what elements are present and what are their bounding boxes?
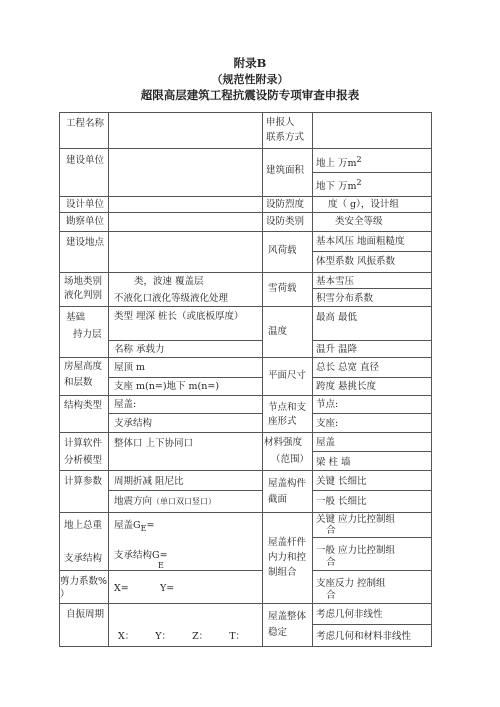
value-fortification-category: 类安全等级	[335, 216, 383, 227]
key-stress-ratio: 关键 应力比控制组	[316, 514, 396, 525]
label-temperature: 温度	[268, 326, 288, 337]
table-border-left	[59, 112, 60, 647]
value-foundation-type: 类型 埋深 桩长（或底板厚度）	[114, 311, 244, 322]
material-beam-column-wall: 梁 柱 墙	[316, 457, 351, 468]
wind-shape-factor: 体型系数 风振系数	[316, 256, 396, 267]
value-bearing-support: 支座:	[316, 418, 339, 429]
label-support-structure: 支承结构	[64, 553, 103, 564]
value-seismic-intensity: 度（ g），设计组	[328, 199, 399, 210]
snow-basic-pressure: 基本雪压	[316, 276, 355, 287]
column-divider	[108, 112, 109, 647]
label-surveyor: 勘察单位	[66, 216, 105, 227]
appendix-label: 附录B	[233, 56, 267, 70]
label-wind-load: 风荷载	[268, 245, 297, 256]
wind-basic-pressure: 基本风压 地面粗糙度	[316, 236, 405, 247]
row-divider	[312, 413, 431, 414]
label-material-range: （范围）	[271, 454, 310, 465]
row-divider	[59, 231, 431, 232]
label-analysis-model: 分析模型	[64, 455, 103, 466]
label-building-height: 房屋高度	[64, 361, 103, 372]
label-project-name: 工程名称	[66, 118, 105, 129]
value-support-structure: 支承结构	[114, 418, 153, 429]
row-divider	[108, 413, 262, 414]
value-site-class: 类，波速 覆盖层	[134, 276, 204, 287]
value-bearing-layer: 名称 承载力	[114, 344, 165, 355]
material-roof: 屋盖	[316, 437, 336, 448]
support-reaction-2: 合	[326, 590, 336, 601]
label-site-class: 场地类别	[64, 276, 103, 287]
label-building-area: 建筑面积	[266, 165, 305, 176]
value-liquefaction: 不液化口液化等级液化处理	[114, 293, 229, 304]
area-above-ground: 地上 万$m^2$	[316, 155, 362, 170]
row-divider	[108, 490, 262, 491]
label-builder: 建设单位	[66, 155, 105, 166]
label-contact: 联系方式	[266, 132, 305, 143]
label-calc-params: 计算参数	[64, 476, 103, 487]
label-floors: 和层数	[64, 377, 93, 388]
key-slenderness: 关键 长细比	[316, 476, 367, 487]
row-divider	[312, 537, 431, 538]
geometric-material-nonlinear: 考虑几何和材料非线性	[316, 631, 412, 642]
label-member-section-2: 截面	[268, 494, 288, 505]
table-border-right	[431, 112, 432, 647]
label-designer: 设计单位	[66, 199, 105, 210]
form-title: 超限高层建筑工程抗震设防专项审查申报表	[140, 88, 360, 102]
general-stress-ratio: 一般 应力比控制组	[316, 545, 396, 556]
label-member-force-3: 制组合	[268, 567, 297, 578]
label-member-section: 屋盖构件	[268, 478, 307, 489]
row-divider	[312, 490, 431, 491]
row-divider	[312, 570, 431, 571]
label-overall-stability-2: 稳定	[268, 627, 288, 638]
area-below-ground: 地下 万$m^2$	[316, 178, 362, 193]
label-fortification-category: 设防类别	[266, 216, 305, 227]
row-divider	[59, 603, 431, 604]
row-divider	[59, 306, 431, 307]
row-divider	[312, 624, 431, 625]
label-liquefaction: 液化判别	[64, 290, 103, 301]
label-shear-coefficient-2: ）	[60, 589, 70, 600]
plan-dimensions: 总长 总宽 直径	[316, 362, 380, 373]
geometric-nonlinear: 考虑几何非线性	[316, 609, 383, 620]
label-plan-size: 平面尺寸	[268, 370, 307, 381]
plan-span: 跨度 悬挑长度	[316, 381, 377, 392]
label-software: 计算软件	[64, 438, 103, 449]
temperature-high-low: 最高 最低	[316, 312, 358, 323]
value-shear-x: X=	[114, 583, 129, 594]
value-shear-y: Y=	[160, 583, 175, 594]
temperature-rise-fall: 温升 温降	[316, 344, 358, 355]
appendix-note: （规范性附录）	[211, 73, 289, 86]
value-roof-height: 屋顶 m	[114, 362, 146, 373]
row-divider	[108, 377, 262, 378]
support-reaction: 支座反力 控制组	[316, 578, 386, 589]
value-joint: 节点:	[316, 399, 339, 410]
key-stress-ratio-2: 合	[326, 525, 336, 536]
label-site: 建设地点	[66, 237, 105, 248]
row-divider	[312, 451, 431, 452]
label-bearing-layer: 持力层	[73, 329, 102, 340]
label-total-weight: 地上总重	[64, 520, 103, 531]
row-divider	[59, 148, 431, 149]
general-stress-ratio-2: 合	[326, 557, 336, 568]
support-weight-subscript: E	[158, 561, 164, 570]
label-applicant: 申报人	[266, 117, 295, 128]
label-snow-load: 雪荷载	[268, 283, 297, 294]
value-roof-weight: 屋盖$G_E=$	[114, 520, 155, 533]
table-border-bottom	[59, 646, 431, 647]
label-seismic-intensity: 设防烈度	[266, 199, 305, 210]
label-shear-coefficient: 剪力系数%	[60, 576, 108, 587]
row-divider	[312, 340, 431, 341]
label-member-force-2: 内力和控	[268, 552, 307, 563]
snow-distribution: 积雪分布系数	[316, 293, 374, 304]
row-divider	[59, 432, 431, 433]
label-structure-type: 结构类型	[64, 400, 103, 411]
column-divider	[312, 112, 313, 647]
row-divider	[59, 272, 431, 273]
label-support-form: 座形式	[268, 416, 297, 427]
row-divider	[312, 251, 431, 252]
value-analysis-mode: 整体口 上下协同口	[114, 438, 194, 449]
row-divider	[312, 172, 431, 173]
row-divider	[59, 357, 431, 358]
value-roof-cover: 屋盖:	[114, 399, 137, 410]
label-natural-period: 自振周期	[66, 609, 105, 620]
row-divider	[59, 212, 431, 213]
label-member-force: 屋盖杆件	[268, 537, 307, 548]
value-period-reduction: 周期折减 阻尼比	[114, 476, 184, 487]
label-joint-form: 节点和支	[268, 402, 307, 413]
value-periods: X： Y： Z： T：	[118, 631, 246, 642]
label-material-strength: 材料强度	[264, 437, 303, 448]
row-divider	[59, 512, 431, 513]
label-overall-stability: 屋盖整体	[268, 611, 307, 622]
column-divider	[262, 112, 263, 647]
row-divider	[59, 196, 431, 197]
row-divider	[312, 377, 431, 378]
value-support-weight: 支承结构G=	[114, 550, 168, 561]
label-foundation: 基础	[66, 312, 86, 323]
row-divider	[59, 470, 431, 471]
table-border-top	[59, 112, 431, 113]
general-slenderness: 一般 长细比	[316, 496, 367, 507]
value-seismic-direction: 地震方向（单口双口竖口）	[114, 496, 217, 507]
row-divider	[108, 340, 262, 341]
row-divider	[59, 395, 431, 396]
value-support-height: 支座 m(n=)地下 m(n=)	[114, 381, 220, 392]
row-divider	[312, 288, 431, 289]
